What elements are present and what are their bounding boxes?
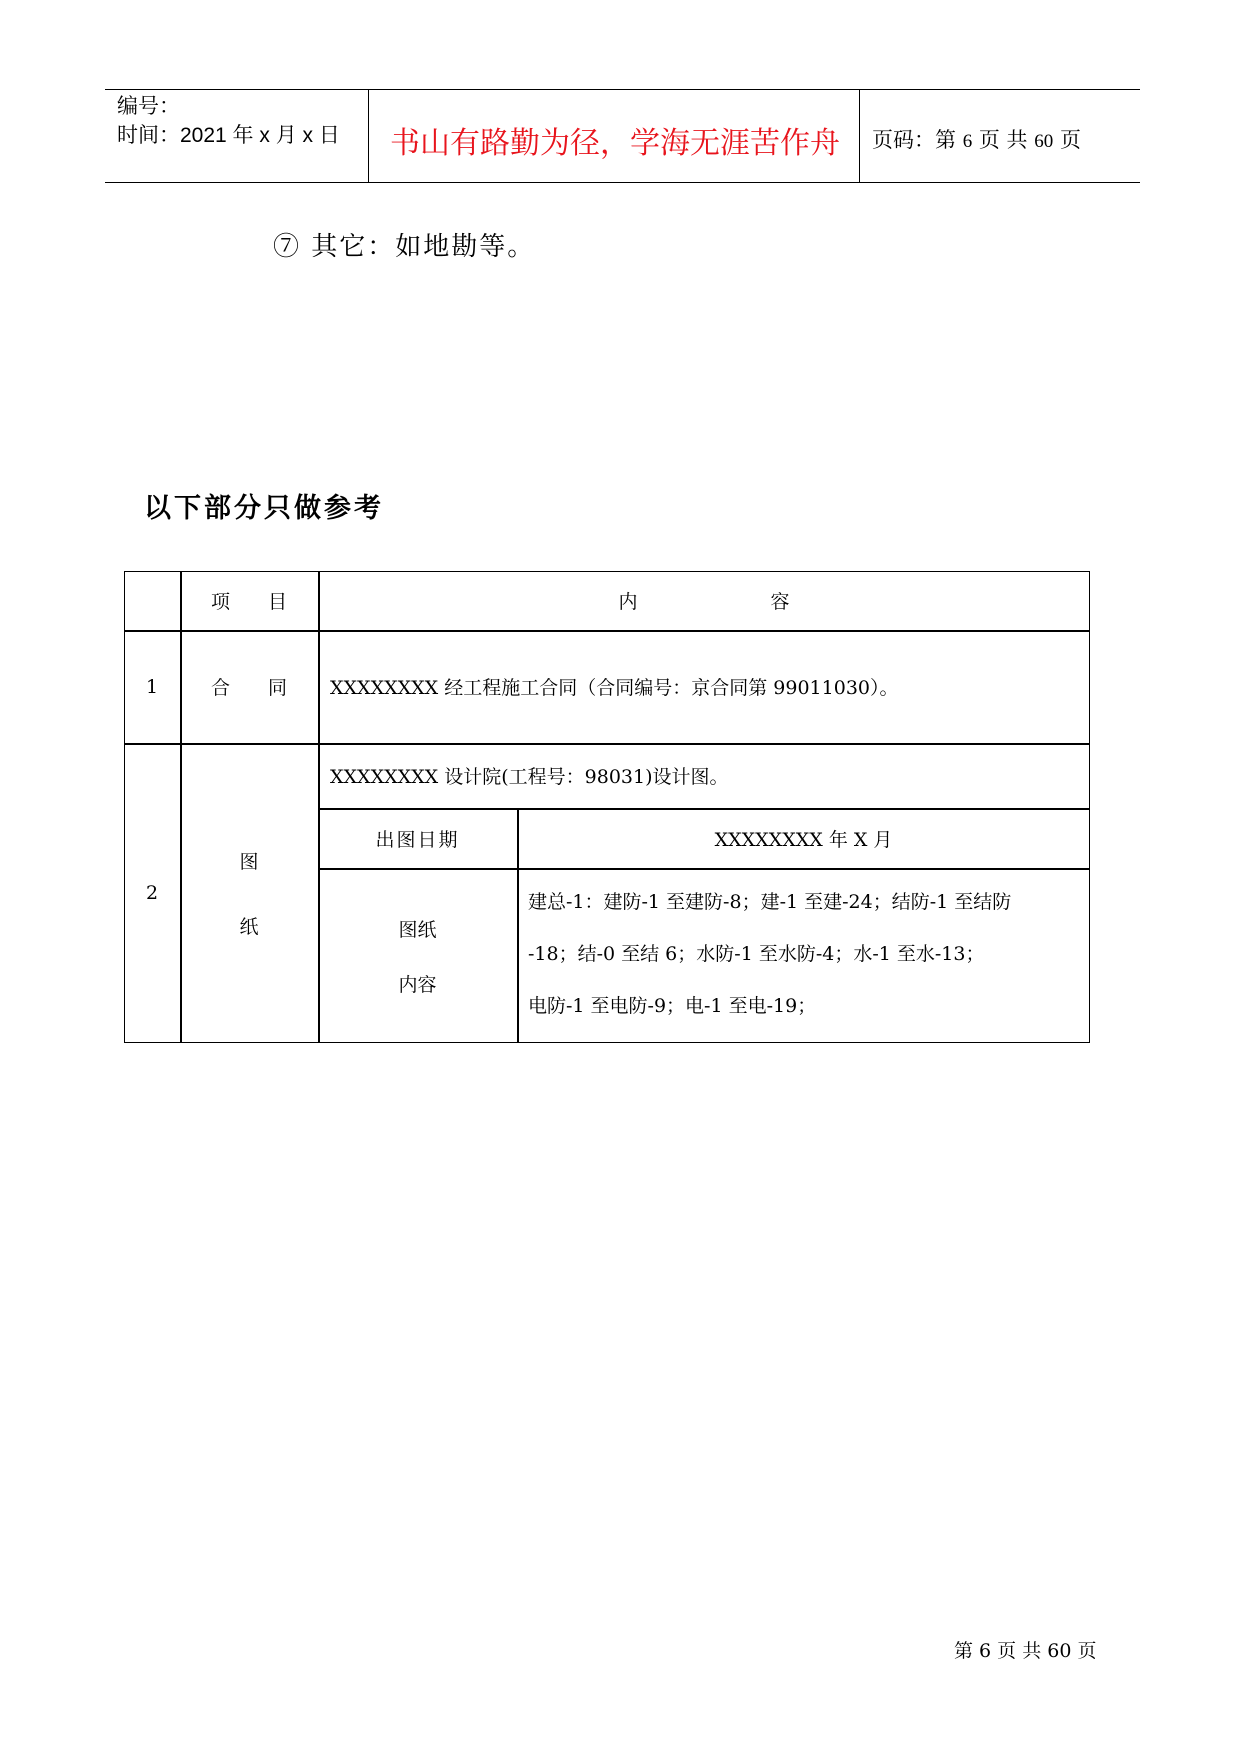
row-number: 1	[145, 675, 159, 698]
drawing-content-line: 建总-1：建防-1 至建防-8；建-1 至建-24；结防-1 至结防	[528, 891, 1012, 913]
column-header-content: 内 容	[618, 591, 790, 613]
page-total: 60	[1034, 131, 1054, 152]
drawing-content-line: -18；结-0 至结 6；水防-1 至水防-4；水-1 至水-13；	[528, 943, 985, 965]
drawing-content-list	[528, 876, 1011, 1032]
row-number: 2	[145, 882, 159, 904]
header-page-indicator	[872, 124, 1081, 154]
drawing-content-line: 电防-1 至电防-9；电-1 至电-19；	[528, 995, 817, 1017]
page-footer: 第 6 页 共 60 页	[954, 1640, 1097, 1662]
header-motto: 书山有路勤为径，学海无涯苦作舟	[390, 126, 840, 161]
page-end-label: 页	[1059, 128, 1081, 152]
row-item: 合 同	[210, 677, 287, 699]
drawing-content-label-line: 图纸	[398, 918, 437, 941]
drawing-content-label-line: 内容	[398, 973, 437, 996]
header-divider-left	[368, 90, 369, 182]
header-top-rule	[105, 89, 1140, 90]
date-label: 时间：2021 年 x 月 x 日	[117, 124, 340, 147]
drawing-date-value: XXXXXXXX 年 X 月	[714, 828, 893, 851]
page-label: 页码：第	[872, 128, 956, 152]
drawing-summary: XXXXXXXX 设计院(工程号：98031)设计图。	[330, 766, 729, 788]
drawing-date-label: 出图日期	[375, 828, 460, 851]
drawing-content-label	[318, 868, 517, 1043]
row-content: XXXXXXXX 经工程施工合同（合同编号：京合同第 99011030）。	[330, 677, 899, 699]
list-item-other: ⑦ 其它：如地勘等。	[273, 232, 536, 262]
serial-number-label: 编号：	[117, 95, 180, 118]
header-meta	[117, 92, 340, 150]
row-item	[180, 743, 318, 1043]
row-item-line: 纸	[239, 916, 259, 938]
page-number: 6	[962, 131, 973, 152]
row-item-line: 图	[239, 851, 259, 873]
column-header-item: 项 目	[210, 591, 287, 613]
page-mid-label: 页 共	[978, 128, 1028, 152]
section-title: 以下部分只做参考	[144, 493, 384, 524]
header-bottom-rule	[105, 182, 1140, 183]
